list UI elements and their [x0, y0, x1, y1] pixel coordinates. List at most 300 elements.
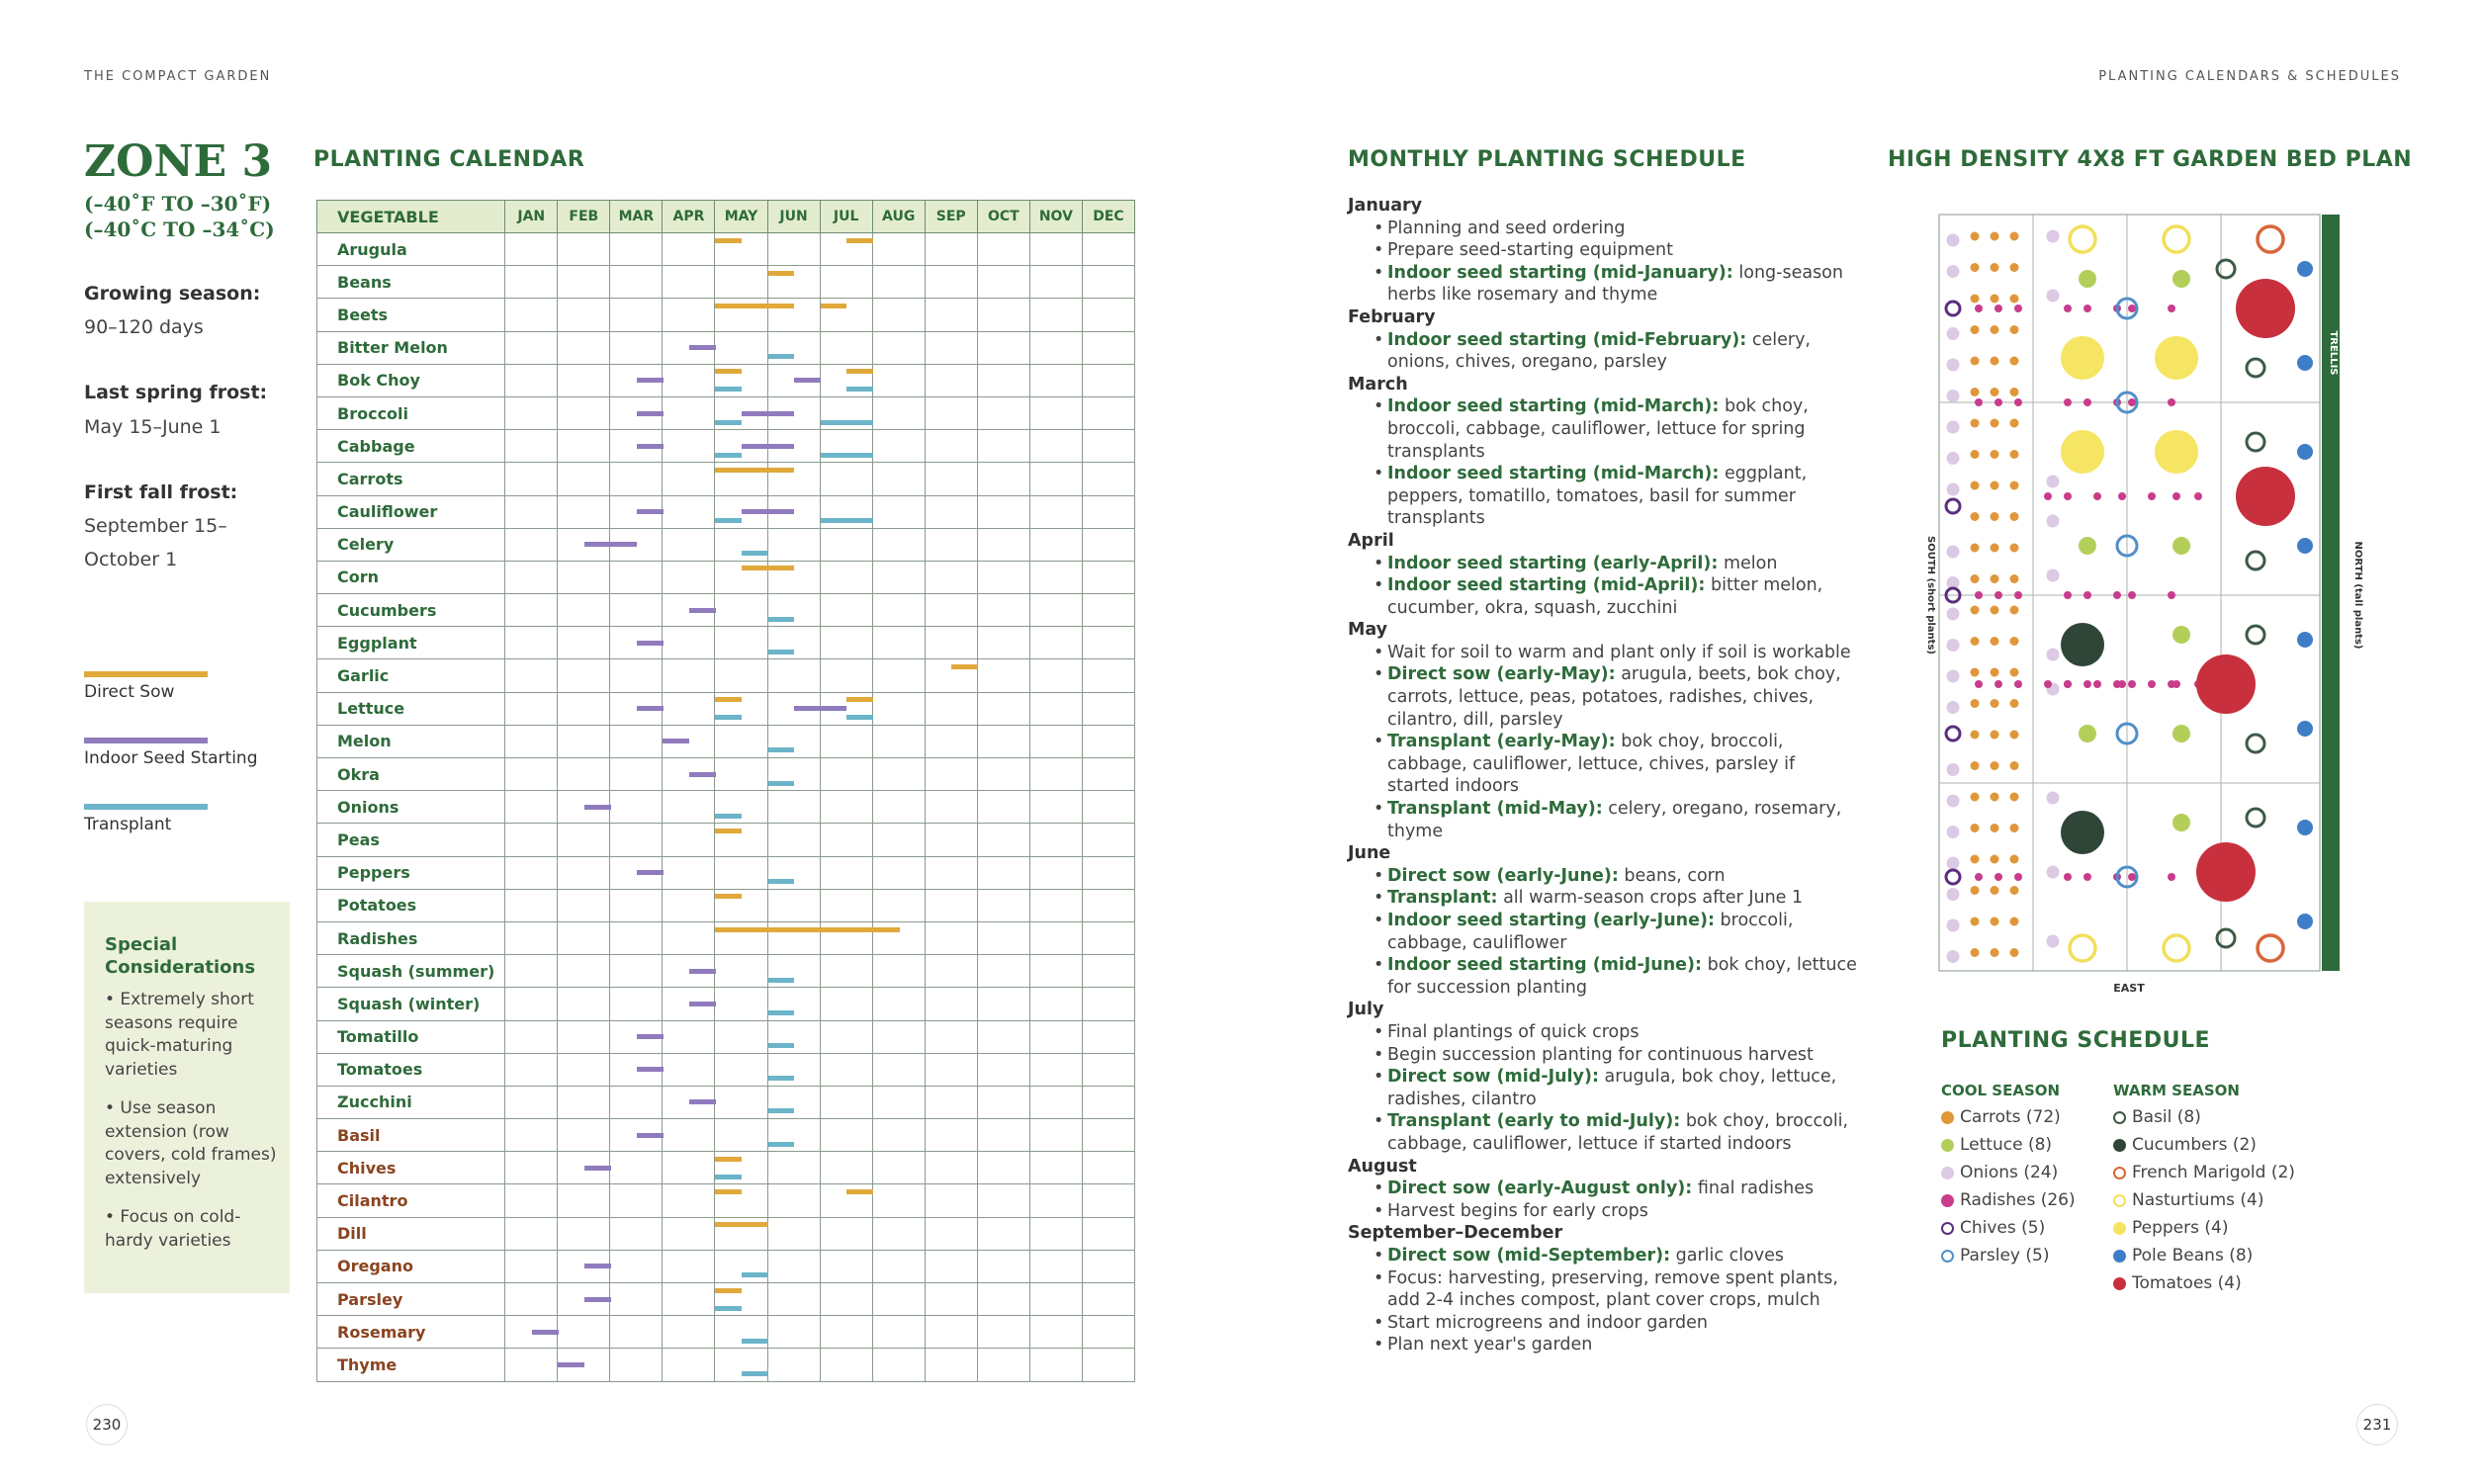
planting-schedule-label: Carrots (72) — [1960, 1107, 2061, 1127]
month-cell — [1082, 233, 1134, 266]
month-cell — [767, 331, 820, 364]
indoor-seed-bar — [794, 378, 821, 383]
carrot-dot — [2010, 761, 2019, 770]
onion-dot — [1947, 483, 1960, 496]
calendar-row — [317, 921, 1135, 954]
onion-dot — [1947, 327, 1960, 340]
month-cell — [820, 331, 872, 364]
month-cell — [872, 1217, 925, 1250]
tomato-dot — [2236, 279, 2295, 338]
schedule-item-text: broccoli, cabbage, cauliflower — [1387, 911, 1794, 953]
month-cell — [767, 725, 820, 757]
carrot-dot — [2010, 668, 2019, 677]
radish-dot — [2044, 492, 2052, 500]
carrot-dot — [1991, 948, 1999, 957]
schedule-item-text: arugula, beets, bok choy, carrots, lettuce, peas, potatoes, radishes, chives, cilantro, dill, parsley — [1387, 664, 1841, 730]
month-cell — [1029, 1283, 1082, 1316]
month-cell — [767, 1020, 820, 1053]
calendar-row — [317, 233, 1135, 266]
month-cell — [1029, 725, 1082, 757]
month-cell — [977, 692, 1029, 725]
calendar-row — [317, 791, 1135, 824]
schedule-month: June — [1348, 843, 1391, 864]
month-cell — [977, 233, 1029, 266]
month-cell — [505, 1053, 558, 1086]
month-cell — [872, 528, 925, 561]
month-cell — [820, 364, 872, 396]
month-cell — [610, 791, 663, 824]
month-cell — [505, 1184, 558, 1217]
onion-dot — [2047, 935, 2060, 948]
month-cell — [1029, 791, 1082, 824]
schedule-item-text: eggplant, peppers, tomatillo, tomatoes, basil for summer transplants — [1387, 464, 1808, 529]
vegetable-name: Dill — [317, 1217, 505, 1250]
radish-dot — [2128, 680, 2136, 688]
garden-bed-diagram — [1925, 213, 2363, 1004]
transplant-bar — [768, 617, 795, 622]
schedule-item-lead: Indoor seed starting (mid-March): — [1387, 396, 1720, 417]
radish-dot — [2168, 398, 2175, 406]
carrot-dot — [2010, 824, 2019, 832]
month-cell — [925, 430, 977, 463]
vegetable-name: Potatoes — [317, 889, 505, 921]
month-cell — [505, 1086, 558, 1118]
direct-sow-bar — [846, 238, 873, 243]
transplant-bar — [768, 354, 795, 359]
schedule-item-text: Wait for soil to warm and plant only if soil is workable — [1387, 642, 1851, 662]
month-cell — [663, 988, 715, 1020]
garden-bed-plan — [1925, 213, 2363, 1007]
month-cell — [925, 463, 977, 495]
carrot-dot — [2010, 948, 2019, 957]
schedule-item — [1374, 218, 1862, 240]
month-cell — [820, 1152, 872, 1184]
vegetable-name: Cilantro — [317, 1184, 505, 1217]
month-cell — [715, 627, 767, 659]
month-cell — [1029, 463, 1082, 495]
onion-dot — [1947, 639, 1960, 652]
month-cell — [1082, 1250, 1134, 1282]
vegetable-name: Squash (winter) — [317, 988, 505, 1020]
month-cell — [977, 266, 1029, 299]
bed-east-label: EAST — [2113, 982, 2145, 995]
schedule-month: February — [1348, 306, 1436, 327]
month-cell — [1029, 364, 1082, 396]
warm-season-heading: WARM SEASON — [2113, 1082, 2240, 1099]
planting-schedule-label: Cucumbers (2) — [2132, 1135, 2257, 1155]
onion-dot — [1947, 670, 1960, 683]
carrot-dot — [1971, 886, 1980, 895]
month-cell — [977, 594, 1029, 627]
month-cell — [872, 955, 925, 988]
radish-dot — [2118, 492, 2126, 500]
indoor-seed-bar — [637, 378, 664, 383]
month-cell — [505, 758, 558, 791]
schedule-item — [1374, 1021, 1862, 1044]
month-cell — [1029, 659, 1082, 692]
indoor-seed-bar — [584, 1166, 611, 1171]
schedule-item-text: bok choy, broccoli, cabbage, cauliflower, lettuce, chives, parsley if started indoors — [1387, 732, 1796, 797]
direct-sow-legend: Direct Sow — [84, 682, 175, 702]
month-cell — [977, 889, 1029, 921]
special-item: • Extremely short seasons require quick-maturing varieties — [105, 990, 254, 1080]
month-cell — [820, 1217, 872, 1250]
onion-dot — [1947, 234, 1960, 247]
month-cell — [1029, 1316, 1082, 1349]
carrot-dot — [1971, 917, 1980, 926]
indoor-seed-bar — [663, 739, 689, 743]
carrot-dot — [1971, 295, 1980, 304]
month-cell — [610, 824, 663, 856]
month-cell — [663, 594, 715, 627]
month-cell — [1082, 463, 1134, 495]
indoor-seed-bar — [558, 1362, 584, 1367]
month-cell — [872, 396, 925, 429]
month-cell — [505, 561, 558, 593]
month-cell — [1029, 955, 1082, 988]
month-cell — [977, 1152, 1029, 1184]
month-cell — [872, 299, 925, 331]
carrot-dot — [2010, 637, 2019, 646]
month-cell — [872, 988, 925, 1020]
month-cell — [663, 561, 715, 593]
month-cell — [663, 889, 715, 921]
month-cell — [663, 430, 715, 463]
month-cell — [977, 1119, 1029, 1152]
transplant-bar — [768, 1108, 795, 1113]
direct-sow-bar — [846, 369, 873, 374]
pole-bean-dot — [2297, 914, 2313, 929]
calendar-row — [317, 364, 1135, 396]
direct-sow-bar — [951, 664, 978, 669]
transplant-bar — [768, 1010, 795, 1015]
month-cell — [663, 364, 715, 396]
radish-dot — [2148, 680, 2156, 688]
warm-season-list — [2113, 1103, 2295, 1297]
indoor-seed-swatch — [84, 738, 208, 743]
month-cell — [505, 1316, 558, 1349]
vegetable-name: Carrots — [317, 463, 505, 495]
radish-dot — [2064, 305, 2072, 312]
month-cell — [1029, 1184, 1082, 1217]
month-cell — [663, 791, 715, 824]
calendar-row — [317, 299, 1135, 331]
special-considerations-box — [84, 902, 290, 1293]
month-cell — [1082, 396, 1134, 429]
carrot-dot — [1991, 512, 1999, 521]
carrot-dot — [1971, 574, 1980, 583]
month-cell — [767, 1152, 820, 1184]
month-cell — [925, 331, 977, 364]
month-cell — [1029, 627, 1082, 659]
month-cell — [820, 1283, 872, 1316]
schedule-item — [1374, 865, 1862, 888]
radish-dot — [2044, 680, 2052, 688]
radish-dot — [2168, 873, 2175, 881]
month-cell — [820, 955, 872, 988]
radish-dot — [2083, 398, 2091, 406]
schedule-item-text: bok choy, broccoli, cabbage, cauliflower, lettuce if started indoors — [1387, 1111, 1849, 1154]
month-cell — [715, 1184, 767, 1217]
radish-dot — [1975, 398, 1983, 406]
carrot-dot — [1991, 668, 1999, 677]
month-header-dec: DEC — [1082, 201, 1134, 233]
direct-sow-bar — [768, 271, 795, 276]
month-cell — [610, 233, 663, 266]
schedule-item-text: all warm-season crops after June 1 — [1497, 888, 1804, 909]
schedule-item — [1374, 1334, 1862, 1356]
month-cell — [715, 1250, 767, 1282]
vegetable-name: Bitter Melon — [317, 331, 505, 364]
month-cell — [820, 1119, 872, 1152]
month-cell — [1082, 791, 1134, 824]
carrot-dot — [1991, 419, 1999, 428]
month-cell — [715, 233, 767, 266]
pole-bean-dot — [2297, 355, 2313, 371]
carrot-dot — [1991, 450, 1999, 459]
transplant-bar — [715, 387, 742, 392]
radish-dot — [2113, 591, 2121, 599]
transplant-bar — [846, 387, 873, 392]
schedule-item-lead: Transplant (mid-May): — [1387, 799, 1603, 820]
vegetable-name: Melon — [317, 725, 505, 757]
month-cell — [558, 1316, 610, 1349]
month-cell — [558, 1283, 610, 1316]
onion-dot — [1947, 265, 1960, 278]
calendar-row — [317, 561, 1135, 593]
planting-schedule-item — [2113, 1214, 2295, 1242]
trellis-bar — [2322, 215, 2340, 971]
month-cell — [715, 430, 767, 463]
month-cell — [663, 955, 715, 988]
lettuce-dot — [2172, 626, 2190, 644]
calendar-row — [317, 1250, 1135, 1282]
month-cell — [558, 495, 610, 528]
direct-sow-bar — [715, 1189, 742, 1194]
planting-schedule-item — [2113, 1159, 2295, 1186]
month-cell — [663, 856, 715, 889]
indoor-seed-bar — [794, 706, 846, 711]
special-considerations-list — [105, 989, 283, 1268]
direct-sow-bar — [742, 566, 794, 570]
carrot-dot — [1971, 824, 1980, 832]
month-cell — [820, 266, 872, 299]
month-cell — [1082, 1053, 1134, 1086]
schedule-item-lead: Direct sow (early-June): — [1387, 865, 1619, 886]
calendar-row — [317, 266, 1135, 299]
month-cell — [767, 889, 820, 921]
zone-temp-f: (–40˚F TO –30˚F) — [84, 192, 272, 216]
onion-dot — [1947, 888, 1960, 901]
month-cell — [820, 1316, 872, 1349]
month-cell — [1082, 627, 1134, 659]
month-cell — [558, 1086, 610, 1118]
vegetable-name: Celery — [317, 528, 505, 561]
month-cell — [1082, 955, 1134, 988]
transplant-bar — [768, 1043, 795, 1048]
direct-sow-bar — [715, 697, 742, 702]
planting-schedule-item — [1941, 1103, 2076, 1131]
month-cell — [925, 1217, 977, 1250]
radish-dot — [2064, 398, 2072, 406]
month-cell — [872, 331, 925, 364]
month-cell — [820, 758, 872, 791]
cool-season-heading: COOL SEASON — [1941, 1082, 2061, 1099]
carrot-dot — [1971, 637, 1980, 646]
month-cell — [505, 594, 558, 627]
month-cell — [977, 1283, 1029, 1316]
planting-schedule-label: Radishes (26) — [1960, 1190, 2076, 1210]
transplant-bar — [768, 781, 795, 786]
month-cell — [925, 1250, 977, 1282]
month-cell — [505, 364, 558, 396]
planting-schedule-item — [2113, 1131, 2295, 1159]
month-cell — [925, 824, 977, 856]
schedule-item-lead: Indoor seed starting (early-June): — [1387, 911, 1715, 930]
radish-dot — [2064, 873, 2072, 881]
first-fall-frost-label: First fall frost: — [84, 481, 238, 503]
indoor-seed-bar — [532, 1330, 559, 1335]
calendar-row — [317, 1086, 1135, 1118]
month-cell — [505, 1283, 558, 1316]
month-cell — [977, 1184, 1029, 1217]
month-cell — [715, 561, 767, 593]
legend-dot-icon — [2113, 1167, 2126, 1179]
month-cell — [715, 364, 767, 396]
month-cell — [505, 266, 558, 299]
carrot-dot — [2010, 419, 2019, 428]
carrot-dot — [2010, 544, 2019, 553]
indoor-seed-bar — [689, 1099, 716, 1104]
month-cell — [820, 725, 872, 757]
calendar-row — [317, 988, 1135, 1020]
month-cell — [715, 495, 767, 528]
month-cell — [925, 955, 977, 988]
month-cell — [715, 1086, 767, 1118]
vegetable-name: Peas — [317, 824, 505, 856]
radish-dot — [1975, 305, 1983, 312]
month-cell — [558, 594, 610, 627]
schedule-item-lead: Indoor seed starting (mid-February): — [1387, 329, 1747, 350]
month-cell — [610, 594, 663, 627]
month-cell — [610, 1184, 663, 1217]
trellis-label: TRELLIS — [2328, 330, 2339, 376]
radish-dot — [2148, 492, 2156, 500]
schedule-month: September–December — [1348, 1223, 1563, 1244]
schedule-item-lead: Indoor seed starting (mid-April): — [1387, 575, 1706, 596]
month-cell — [558, 659, 610, 692]
legend-dot-icon — [1941, 1222, 1954, 1235]
month-cell — [820, 627, 872, 659]
month-cell — [610, 692, 663, 725]
schedule-month: August — [1348, 1156, 1417, 1177]
planting-schedule-label: Peppers (4) — [2132, 1218, 2229, 1238]
month-cell — [925, 725, 977, 757]
pole-bean-dot — [2297, 632, 2313, 648]
carrot-dot — [1991, 761, 1999, 770]
month-cell — [925, 528, 977, 561]
vegetable-name: Beets — [317, 299, 505, 331]
pepper-dot — [2155, 336, 2198, 380]
indoor-seed-bar — [689, 345, 716, 350]
month-cell — [663, 299, 715, 331]
pole-bean-dot — [2297, 820, 2313, 835]
month-cell — [505, 1250, 558, 1282]
month-cell — [872, 1250, 925, 1282]
schedule-month: July — [1348, 1000, 1384, 1020]
planting-schedule-title: PLANTING SCHEDULE — [1941, 1028, 2211, 1053]
indoor-seed-bar — [689, 608, 716, 613]
schedule-list — [1348, 865, 1862, 1000]
month-cell — [505, 692, 558, 725]
month-cell — [505, 921, 558, 954]
month-cell — [925, 561, 977, 593]
month-cell — [767, 1250, 820, 1282]
legend-dot-icon — [2113, 1277, 2126, 1290]
radish-dot — [2172, 680, 2180, 688]
month-cell — [872, 1152, 925, 1184]
onion-dot — [1947, 857, 1960, 870]
month-header-sep: SEP — [925, 201, 977, 233]
month-cell — [610, 266, 663, 299]
vegetable-name: Cauliflower — [317, 495, 505, 528]
radish-dot — [2014, 305, 2022, 312]
legend-dot-icon — [1941, 1139, 1954, 1152]
month-header-aug: AUG — [872, 201, 925, 233]
cool-season-list — [1941, 1103, 2076, 1269]
month-cell — [767, 791, 820, 824]
calendar-row — [317, 1217, 1135, 1250]
month-cell — [872, 594, 925, 627]
onion-dot — [1947, 452, 1960, 465]
onion-dot — [2047, 230, 2060, 243]
carrot-dot — [1991, 824, 1999, 832]
month-cell — [663, 921, 715, 954]
calendar-row — [317, 463, 1135, 495]
month-cell — [767, 659, 820, 692]
month-cell — [820, 1086, 872, 1118]
pole-bean-dot — [2297, 444, 2313, 460]
carrot-dot — [1991, 699, 1999, 708]
month-cell — [925, 1349, 977, 1381]
transplant-bar — [742, 1371, 768, 1376]
calendar-row — [317, 856, 1135, 889]
month-cell — [1082, 561, 1134, 593]
schedule-item-text: Focus: harvesting, preserving, remove spent plants, add 2-4 inches compost, plant cover crops, mulch — [1387, 1267, 1838, 1311]
carrot-dot — [1971, 855, 1980, 864]
calendar-row — [317, 955, 1135, 988]
month-cell — [663, 1086, 715, 1118]
schedule-item-lead: Transplant: — [1387, 888, 1498, 909]
onion-dot — [2047, 476, 2060, 488]
planting-calendar-table — [316, 200, 1135, 1382]
legend-dot-icon — [2113, 1222, 2126, 1235]
carrot-dot — [1991, 731, 1999, 740]
lettuce-dot — [2172, 814, 2190, 831]
zone-title: ZONE 3 — [84, 136, 273, 187]
month-cell — [925, 856, 977, 889]
month-cell — [610, 364, 663, 396]
radish-dot — [1994, 873, 2002, 881]
month-cell — [663, 824, 715, 856]
month-cell — [505, 856, 558, 889]
radish-dot — [2064, 492, 2072, 500]
schedule-month: April — [1348, 530, 1394, 551]
carrot-dot — [1971, 668, 1980, 677]
planting-schedule-label: Nasturtiums (4) — [2132, 1190, 2264, 1210]
month-cell — [1029, 1020, 1082, 1053]
bed-plan-title: HIGH DENSITY 4X8 FT GARDEN BED PLAN — [1888, 147, 2413, 172]
